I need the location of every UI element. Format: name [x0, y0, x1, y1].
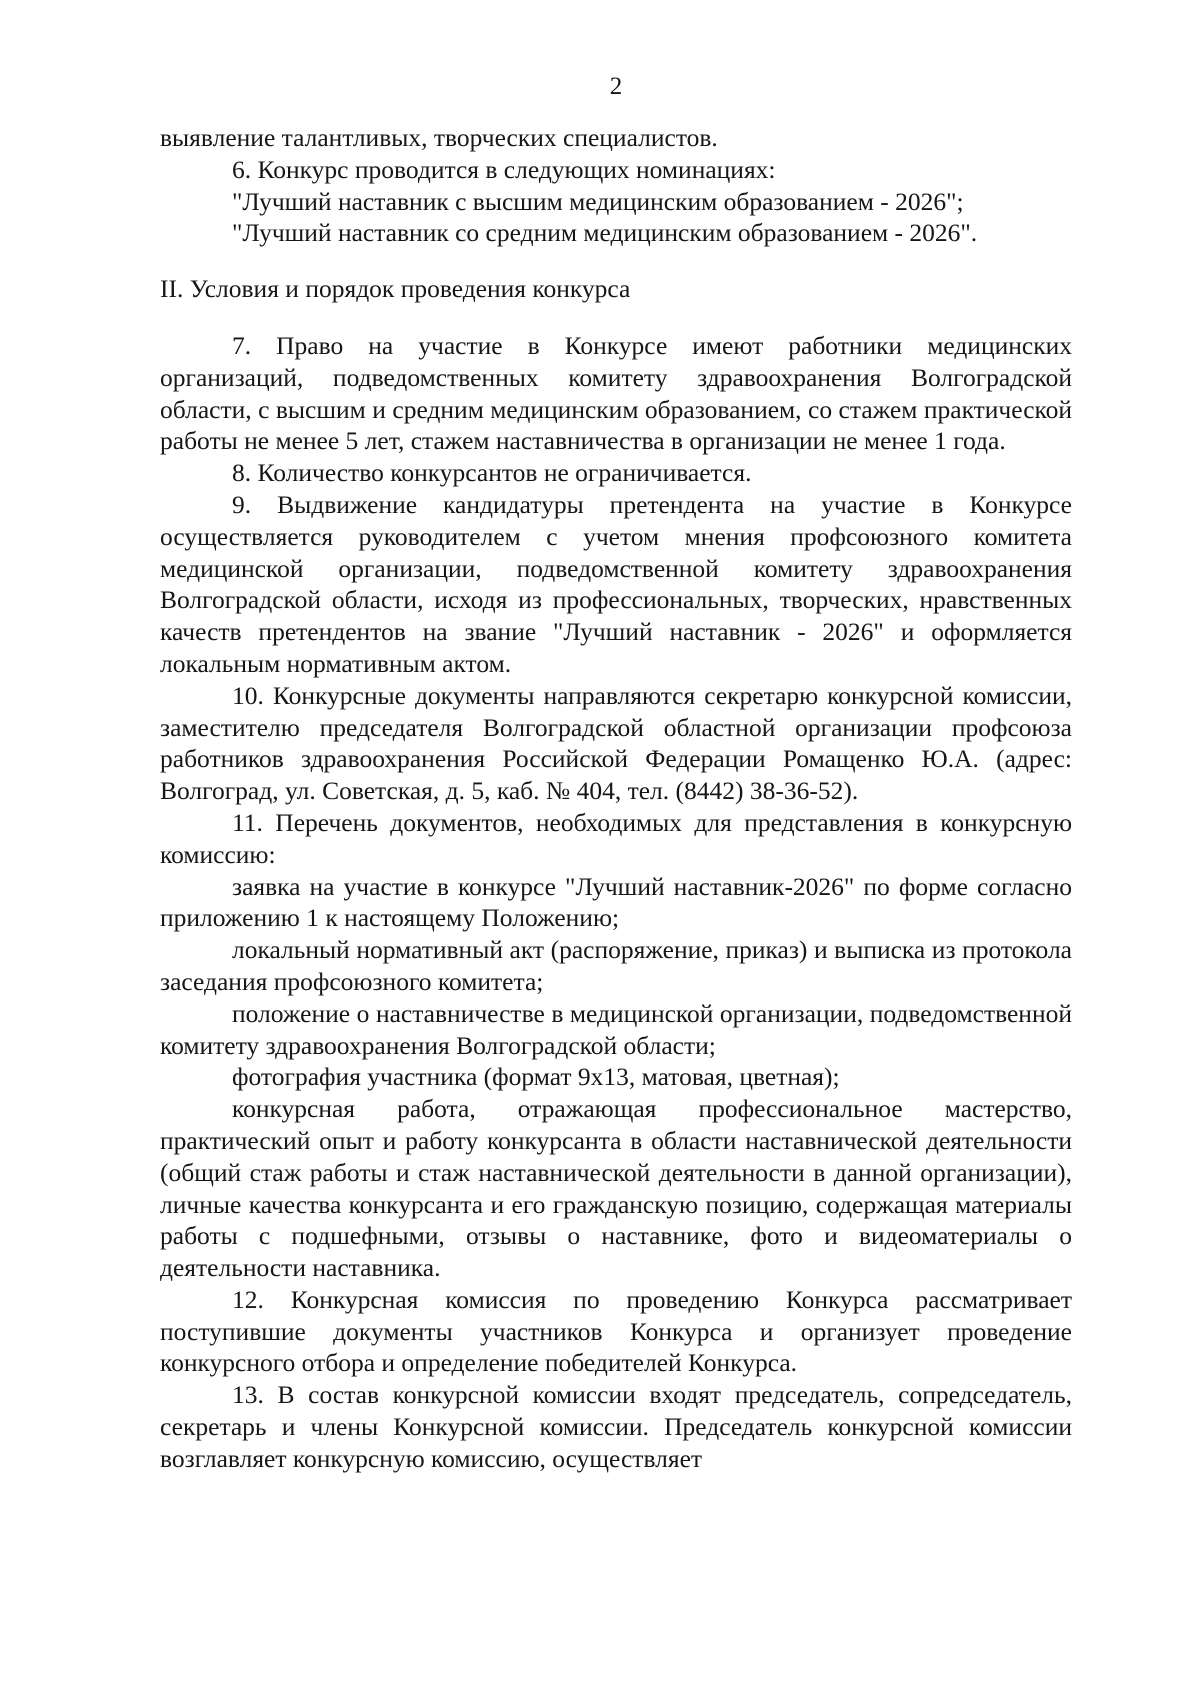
nomination-secondary-education: "Лучший наставник со средним медицинским образованием - 2026".: [232, 218, 978, 248]
document-body: [160, 122, 1072, 1475]
paragraph-13: 13. В состав конкурсной комиссии входят председатель, сопредседатель, секретарь и члены Конкурсной комиссии. Председатель конкурсной комиссии возглавляет конкурсную комиссию, осуществляет: [160, 1380, 1072, 1473]
paragraph-12: 12. Конкурсная комиссия по проведению Конкурса рассматривает поступившие документы участников Конкурса и организует проведение конкурсного отбора и определение победителей Конкурса.: [160, 1284, 1072, 1378]
paragraph-10: 10. Конкурсные документы направляются секретарю конкурсной комиссии, заместителю председателя Волгоградской областной организации профсоюза работников здравоохранения Российской Федерации Ромащенко Ю.А. (адрес: Волгоград, ул. Советская, д. 5, каб. № 404, тел. (8442) 38-36-52).: [160, 680, 1072, 806]
paragraph-9: 9. Выдвижение кандидатуры претендента на участие в Конкурсе осуществляется руководителем с учетом мнения профсоюзного комитета медицинской организации, подведомственной комитету здравоохранения Волгоградской области, исходя из профессиональных, творческих, нравственных качеств претендентов на звание "Лучший наставник - 2026" и оформляется локальным нормативным актом.: [160, 489, 1072, 678]
paragraph-11: 11. Перечень документов, необходимых для представления в конкурсную комиссию:: [160, 807, 1072, 869]
paragraph-6: 6. Конкурс проводится в следующих номинациях:: [232, 154, 776, 184]
page-number: 2: [609, 73, 623, 100]
paragraph-8: 8. Количество конкурсантов не ограничивается.: [232, 458, 752, 488]
list-item-mentoring-regulation: положение о наставничестве в медицинской организации, подведомственной комитету здравоохранения Волгоградской области;: [160, 998, 1072, 1060]
section-heading: II. Условия и порядок проведения конкурса: [160, 274, 631, 304]
list-item-photo: фотография участника (формат 9х13, матовая, цветная);: [232, 1062, 840, 1092]
list-item-normative-act: локальный нормативный акт (распоряжение, приказ) и выписка из протокола заседания профсоюзного комитета;: [160, 935, 1072, 996]
list-item-competition-work: конкурсная работа, отражающая профессиональное мастерство, практический опыт и работу конкурсанта в области наставнической деятельности (общий стаж работы и стаж наставнической деятельности в данной организации), личные качества конкурсанта и его гражданскую позицию, содержащая материалы работы с подшефными, отзывы о наставнике, фото и видеоматериалы о деятельности наставника.: [160, 1094, 1072, 1283]
list-item-application: заявка на участие в конкурсе "Лучший наставник-2026" по форме согласно приложению 1 к настоящему Положению;: [160, 871, 1072, 933]
nomination-higher-education: "Лучший наставник с высшим медицинским образованием - 2026";: [232, 186, 964, 216]
paragraph-intro-continuation: выявление талантливых, творческих специалистов.: [160, 123, 718, 152]
paragraph-7: 7. Право на участие в Конкурсе имеют работники медицинских организаций, подведомственных комитету здравоохранения Волгоградской области, с высшим и средним медицинским образованием, со стажем практической работы не менее 5 лет, стажем наставничества в организации не менее 1 года.: [160, 330, 1072, 456]
